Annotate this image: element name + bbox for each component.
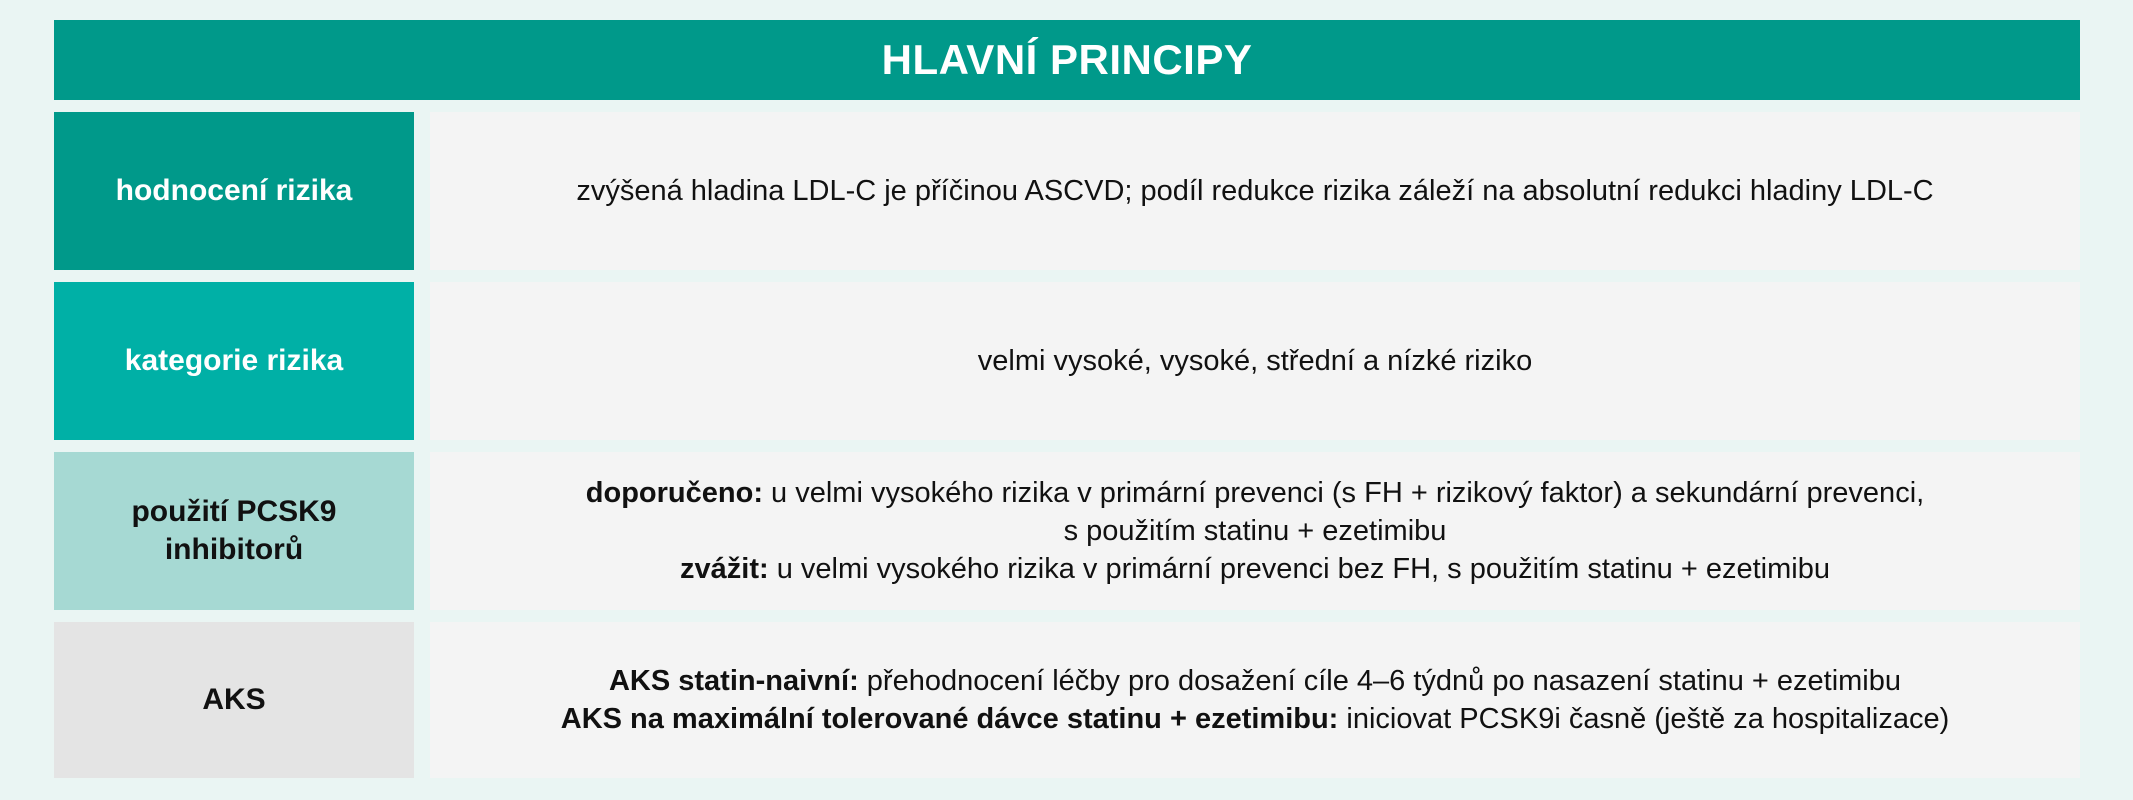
- content-line: [609, 662, 1901, 700]
- content-line: [1064, 512, 1447, 550]
- content-line-text: zvýšená hladina LDL-C je příčinou ASCVD; podíl redukce rizika záleží na absolutní redukci hladiny LDL-C: [576, 175, 1934, 207]
- table-row: [54, 452, 2080, 610]
- principles-table: [54, 20, 2133, 778]
- content-line: [586, 474, 1924, 512]
- content-line-bold: zvážit:: [680, 553, 769, 585]
- content-line: [576, 172, 1933, 210]
- table-title: HLAVNÍ PRINCIPY: [881, 36, 1253, 83]
- content-line-bold: doporučeno:: [585, 477, 763, 509]
- table-row: [54, 282, 2080, 440]
- content-line: [561, 700, 1950, 738]
- row-content-risk-category: [430, 282, 2080, 440]
- row-label-risk-assessment: hodnocení rizika: [54, 112, 414, 270]
- row-label-risk-category: kategorie rizika: [54, 282, 414, 440]
- content-line-text: velmi vysoké, vysoké, střední a nízké riziko: [977, 345, 1533, 377]
- row-content-risk-assessment: [430, 112, 2080, 270]
- table-row: [54, 112, 2080, 270]
- content-line-text: u velmi vysokého rizika v primární prevenci bez FH, s použitím statinu + ezetimibu: [768, 553, 1830, 585]
- content-line: [680, 550, 1830, 588]
- content-line: [978, 342, 1532, 380]
- content-line-text: iniciovat PCSK9i časně (ještě za hospitalizace): [1338, 703, 1950, 735]
- row-label-pcsk9-use: použití PCSK9 inhibitorů: [54, 452, 414, 610]
- row-label-aks: AKS: [54, 622, 414, 778]
- content-line-bold: AKS na maximální tolerované dávce statinu + ezetimibu:: [560, 703, 1339, 735]
- row-content-pcsk9-use: [430, 452, 2080, 610]
- content-line-text: přehodnocení léčby pro dosažení cíle 4–6 týdnů po nasazení statinu + ezetimibu: [858, 665, 1902, 697]
- table-header: [54, 20, 2080, 100]
- content-line-text: u velmi vysokého rizika v primární prevenci (s FH + rizikový faktor) a sekundární prevenci,: [762, 477, 1925, 509]
- content-line-bold: AKS statin-naivní:: [608, 665, 859, 697]
- row-content-aks: [430, 622, 2080, 778]
- content-line-text: s použitím statinu + ezetimibu: [1063, 515, 1447, 547]
- table-row: [54, 622, 2080, 778]
